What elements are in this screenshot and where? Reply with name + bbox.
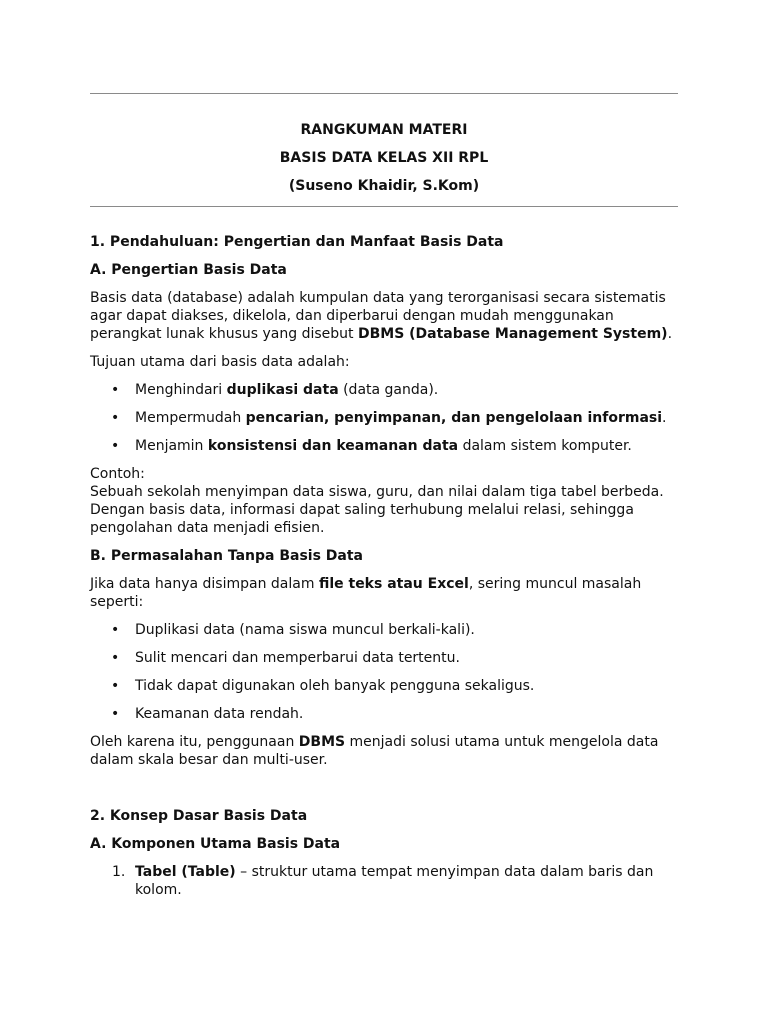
- doc-title: RANGKUMAN MATERI: [300, 122, 468, 138]
- problems-intro-bold: file teks atau Excel: [318, 576, 469, 592]
- list-item: [90, 649, 678, 667]
- component-name: Tabel (Table): [135, 864, 236, 880]
- problem-text: Sulit mencari dan memperbarui data tertentu.: [135, 650, 460, 666]
- section-2-heading: 2. Konsep Dasar Basis Data: [90, 808, 308, 824]
- conclusion-text-end: menjadi solusi utama untuk mengelola data dalam skala besar dan multi-user.: [90, 734, 659, 768]
- goal-text-end: dalam sistem komputer.: [458, 438, 632, 454]
- problem-text: Keamanan data rendah.: [135, 706, 304, 722]
- goal-bold: pencarian, penyimpanan, dan pengelolaan informasi: [245, 410, 663, 426]
- document-body: [90, 233, 678, 899]
- goal-bold: duplikasi data: [226, 382, 339, 398]
- problem-text: Tidak dapat digunakan oleh banyak pengguna sekaligus.: [135, 678, 535, 694]
- bullet-icon: •: [111, 410, 120, 426]
- goal-text-end: .: [662, 410, 667, 426]
- example-paragraph: [90, 465, 678, 537]
- bullet-icon: •: [111, 382, 120, 398]
- bullet-icon: •: [111, 678, 120, 694]
- problems-intro: [90, 575, 678, 611]
- goal-text-end: (data ganda).: [338, 382, 439, 398]
- top-rule: [90, 93, 678, 94]
- conclusion-paragraph: [90, 733, 678, 769]
- list-item: [90, 437, 678, 455]
- doc-subtitle: BASIS DATA KELAS XII RPL: [279, 150, 489, 166]
- header-bottom-rule: [90, 206, 678, 207]
- definition-text: Basis data (database) adalah kumpulan data yang terorganisasi secara sistematis agar dapat diakses, dikelola, dan diperbarui dengan mudah menggunakan perangkat lunak khusus yang disebut: [90, 290, 666, 342]
- subsection-2a-heading: A. Komponen Utama Basis Data: [90, 836, 341, 852]
- dbms-term: DBMS (Database Management System): [357, 326, 668, 342]
- problems-intro-end: , sering muncul masalah seperti:: [90, 576, 642, 610]
- goal-bold: konsistensi dan keamanan data: [207, 438, 459, 454]
- list-item: [90, 621, 678, 639]
- doc-author: (Suseno Khaidir, S.Kom): [288, 178, 480, 194]
- list-item: [90, 705, 678, 723]
- goal-text: Menjamin: [135, 438, 208, 454]
- section-1-heading: 1. Pendahuluan: Pengertian dan Manfaat Basis Data: [90, 234, 504, 250]
- definition-end: .: [667, 326, 673, 342]
- subsection-1a-heading: A. Pengertian Basis Data: [90, 262, 287, 278]
- problems-intro-text: Jika data hanya disimpan dalam: [90, 576, 319, 592]
- bullet-icon: •: [111, 706, 120, 722]
- subsection-1b-heading: B. Permasalahan Tanpa Basis Data: [90, 548, 364, 564]
- example-label: Contoh:: [90, 466, 145, 482]
- definition-paragraph: [90, 289, 678, 343]
- item-number: 1.: [112, 864, 126, 880]
- bullet-icon: •: [111, 438, 120, 454]
- components-list: [90, 863, 678, 899]
- conclusion-text: Oleh karena itu, penggunaan: [90, 734, 299, 750]
- list-item: [90, 409, 678, 427]
- bullet-icon: •: [111, 650, 120, 666]
- example-text: Sebuah sekolah menyimpan data siswa, guru, dan nilai dalam tiga tabel berbeda. Dengan basis data, informasi dapat saling terhubung melalui relasi, sehingga pengolahan data menjadi efisien.: [90, 484, 664, 536]
- goal-text: Menghindari: [135, 382, 227, 398]
- problems-list: [90, 621, 678, 723]
- list-item: [90, 863, 678, 899]
- goals-intro: Tujuan utama dari basis data adalah:: [90, 354, 350, 370]
- bullet-icon: •: [111, 622, 120, 638]
- component-description: – struktur utama tempat menyimpan data dalam baris dan kolom.: [135, 864, 654, 898]
- goals-list: [90, 381, 678, 455]
- problem-text: Duplikasi data (nama siswa muncul berkali-kali).: [135, 622, 475, 638]
- conclusion-bold: DBMS: [298, 734, 346, 750]
- list-item: [90, 677, 678, 695]
- goal-text: Mempermudah: [135, 410, 246, 426]
- list-item: [90, 381, 678, 399]
